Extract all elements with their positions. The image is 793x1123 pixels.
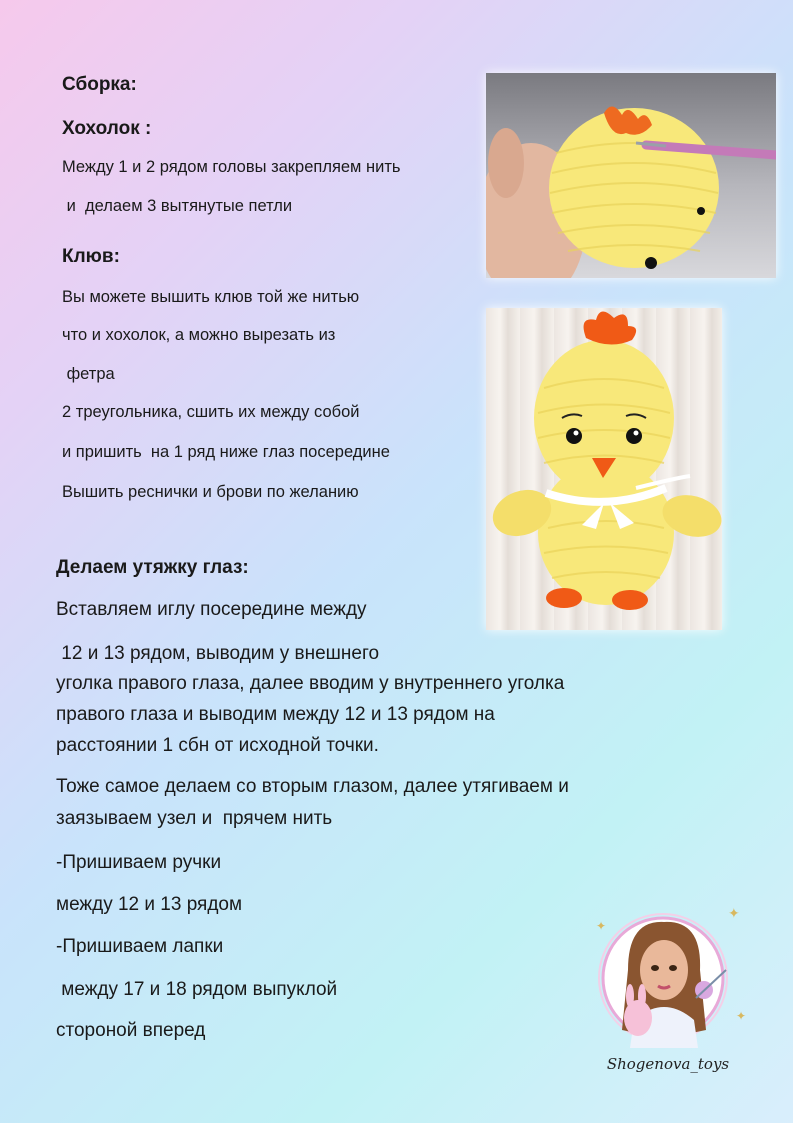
eyes-line-2: 12 и 13 рядом, выводим у внешнего [56,643,380,664]
crest-photo-illustration [486,73,776,278]
eyes-line-8: -Пришиваем ручки [56,852,222,873]
eyes-line-7: заязываем узел и прячем нить [56,808,333,829]
beak-line-6: Вышить реснички и брови по желанию [62,483,359,501]
beak-line-3: фетра [62,365,115,383]
girl-avatar-logo [578,900,758,1060]
eyes-line-3: уголка правого глаза, далее вводим у внутреннего уголка [56,673,565,694]
beak-line-4: 2 треугольника, сшить их между собой [62,403,360,421]
eyes-heading: Делаем утяжку глаз: [56,557,249,578]
logo-caption: Shogenova_toys [606,1055,730,1073]
beak-heading: Клюв: [62,246,120,267]
crest-heading: Хохолок : [62,118,152,139]
eyes-line-9: между 12 и 13 рядом [56,894,243,915]
crest-line-1: Между 1 и 2 рядом головы закрепляем нить [62,158,401,176]
eyes-line-6: Тоже самое делаем со вторым глазом, далее утягиваем и [56,776,569,797]
chick-illustration [486,308,722,630]
svg-text:✦: ✦ [728,906,740,922]
crest-line-2: и делаем 3 вытянутые петли [62,197,293,215]
svg-text:✦: ✦ [596,919,607,933]
eyes-line-4: правого глаза и выводим между 12 и 13 рядом на [56,704,495,725]
crest-photo [486,73,776,278]
beak-line-1: Вы можете вышить клюв той же нитью [62,288,360,306]
eyes-line-5: расстоянии 1 сбн от исходной точки. [56,735,379,756]
eyes-line-11: между 17 и 18 рядом выпуклой [56,979,338,1000]
eyes-line-12: стороной вперед [56,1020,206,1041]
beak-line-2: что и хохолок, а можно вырезать из [62,326,336,344]
eyes-line-1: Вставляем иглу посередине между [56,599,367,620]
chick-photo [486,308,722,630]
eyes-line-10: -Пришиваем лапки [56,936,224,957]
assembly-heading: Сборка: [62,74,137,95]
svg-text:✦: ✦ [736,1009,747,1023]
beak-line-5: и пришить на 1 ряд ниже глаз посередине [62,443,390,461]
